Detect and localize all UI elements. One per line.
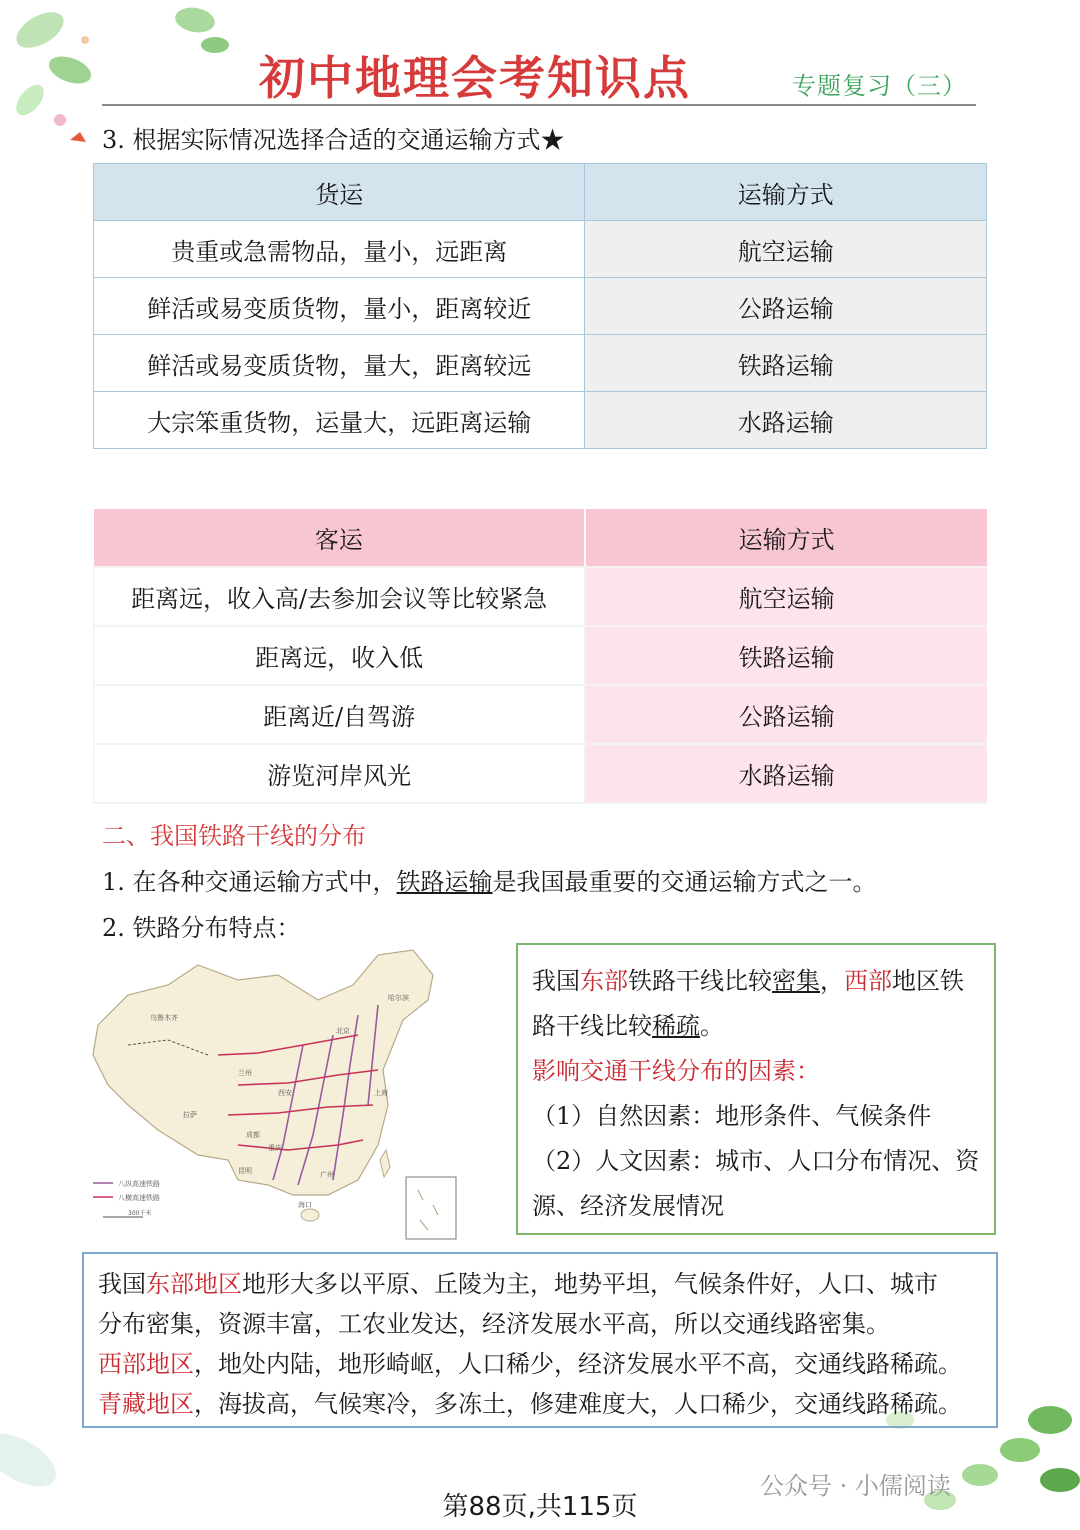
table-header-cell: 运输方式 (585, 509, 987, 567)
city-label: 哈尔滨 (388, 994, 409, 1002)
table-cell: 公路运输 (585, 685, 987, 744)
table-cell: 大宗笨重货物，运量大，远距离运输 (94, 392, 585, 449)
table-cell: 距离近/自驾游 (94, 685, 586, 744)
table-header-cell: 客运 (94, 509, 586, 567)
page-subtitle: 专题复习（三） (792, 72, 967, 100)
city-label: 成都 (246, 1131, 260, 1139)
table-row (94, 626, 988, 685)
west-keyword: 西部 (844, 967, 892, 995)
map-taiwan (380, 1150, 390, 1177)
east-region-line-2: 分布密集，资源丰富，工农业发达，经济发展水平高，所以交通线路密集。 (98, 1310, 890, 1338)
header-divider (102, 104, 976, 106)
table-header-cell: 货运 (94, 164, 585, 221)
table-header-row (94, 164, 987, 221)
city-label: 西安 (278, 1089, 292, 1097)
distribution-paragraph (532, 959, 980, 1049)
east-region-keyword: 东部地区 (146, 1270, 242, 1298)
text-fragment: 1. 在各种交通运输方式中， (102, 868, 397, 896)
city-label: 昆明 (238, 1167, 252, 1175)
west-region-line (98, 1344, 984, 1384)
table-header-row (94, 509, 988, 567)
china-map-icon (88, 945, 468, 1243)
table-row (94, 392, 987, 449)
qingzang-region-line (98, 1384, 984, 1424)
factors-heading: 影响交通干线分布的因素： (532, 1057, 820, 1085)
table-row (94, 567, 988, 626)
table-header-cell: 运输方式 (585, 164, 987, 221)
text-fragment: ，海拔高，气候寒冷，多冻土，修建难度大，人口稀少，交通线路稀疏。 (194, 1390, 962, 1418)
section-heading: 3. 根据实际情况选择合适的交通运输方式★ (102, 126, 565, 154)
human-factor: （2）人文因素：城市、人口分布情况、资源、经济发展情况 (532, 1147, 980, 1220)
city-label: 乌鲁木齐 (150, 1014, 178, 1022)
city-label: 上海 (374, 1089, 388, 1097)
table-cell: 水路运输 (585, 392, 987, 449)
map-island (301, 1209, 319, 1221)
table-row (94, 685, 988, 744)
railway-keyword: 铁路运输 (396, 868, 493, 896)
legend-label: 八横高速铁路 (118, 1194, 160, 1202)
dense-keyword: 密集 (772, 967, 820, 995)
table-cell: 航空运输 (585, 567, 987, 626)
sparse-keyword: 稀疏 (652, 1012, 700, 1040)
page-title: 初中地理会考知识点 (259, 51, 691, 105)
city-label: 广州 (320, 1171, 334, 1179)
railway-distribution-box (516, 943, 996, 1235)
table-cell: 鲜活或易变质货物，量小，距离较近 (94, 278, 585, 335)
text-fragment: 我国 (98, 1270, 146, 1298)
railway-importance-text (102, 862, 877, 897)
table-row (94, 744, 988, 803)
passenger-table (93, 509, 987, 804)
city-label: 重庆 (268, 1144, 282, 1152)
qingzang-region-keyword: 青藏地区 (98, 1390, 194, 1418)
city-label: 拉萨 (183, 1111, 197, 1119)
legend-label: 八纵高速铁路 (118, 1180, 160, 1188)
text-fragment: 。 (700, 1012, 724, 1040)
regional-explanation-box (82, 1252, 998, 1428)
table-cell: 铁路运输 (585, 335, 987, 392)
table-cell: 航空运输 (585, 221, 987, 278)
distribution-heading: 2. 铁路分布特点： (102, 914, 301, 942)
table-row (94, 278, 987, 335)
text-fragment: 铁路干线比较 (628, 967, 772, 995)
table-row (94, 221, 987, 278)
text-fragment: 是我国最重要的交通运输方式之一。 (492, 868, 877, 896)
table-cell: 鲜活或易变质货物，量大，距离较远 (94, 335, 585, 392)
section-two-heading: 二、我国铁路干线的分布 (102, 822, 366, 850)
scale-label: 300千米 (128, 1210, 152, 1217)
east-keyword: 东部 (580, 967, 628, 995)
page-number: 第88页,共115页 (442, 1492, 638, 1522)
table-cell: 游览河岸风光 (94, 744, 586, 803)
watermark: 公众号 · 小儒阅读 (760, 1472, 951, 1500)
east-region-line (98, 1264, 984, 1304)
table-cell: 公路运输 (585, 278, 987, 335)
text-fragment: ， (820, 967, 844, 995)
west-region-keyword: 西部地区 (98, 1350, 194, 1378)
text-fragment: 地区铁路干线比较 (532, 967, 964, 1040)
city-label: 海口 (298, 1201, 312, 1209)
natural-factor: （1）自然因素：地形条件、气候条件 (532, 1102, 932, 1130)
city-label: 北京 (336, 1027, 350, 1035)
text-fragment: 我国 (532, 967, 580, 995)
table-cell: 距离远，收入高/去参加会议等比较紧急 (94, 567, 586, 626)
city-label: 兰州 (238, 1069, 252, 1077)
south-sea-inset (406, 1177, 456, 1239)
table-row (94, 335, 987, 392)
table-cell: 贵重或急需物品，量小，远距离 (94, 221, 585, 278)
china-railway-map (88, 945, 468, 1243)
freight-table (93, 163, 987, 449)
text-fragment: ，地处内陆，地形崎岖，人口稀少，经济发展水平不高，交通线路稀疏。 (194, 1350, 962, 1378)
table-cell: 距离远，收入低 (94, 626, 586, 685)
table-cell: 水路运输 (585, 744, 987, 803)
table-cell: 铁路运输 (585, 626, 987, 685)
text-fragment: 地形大多以平原、丘陵为主，地势平坦，气候条件好，人口、城市 (242, 1270, 938, 1298)
